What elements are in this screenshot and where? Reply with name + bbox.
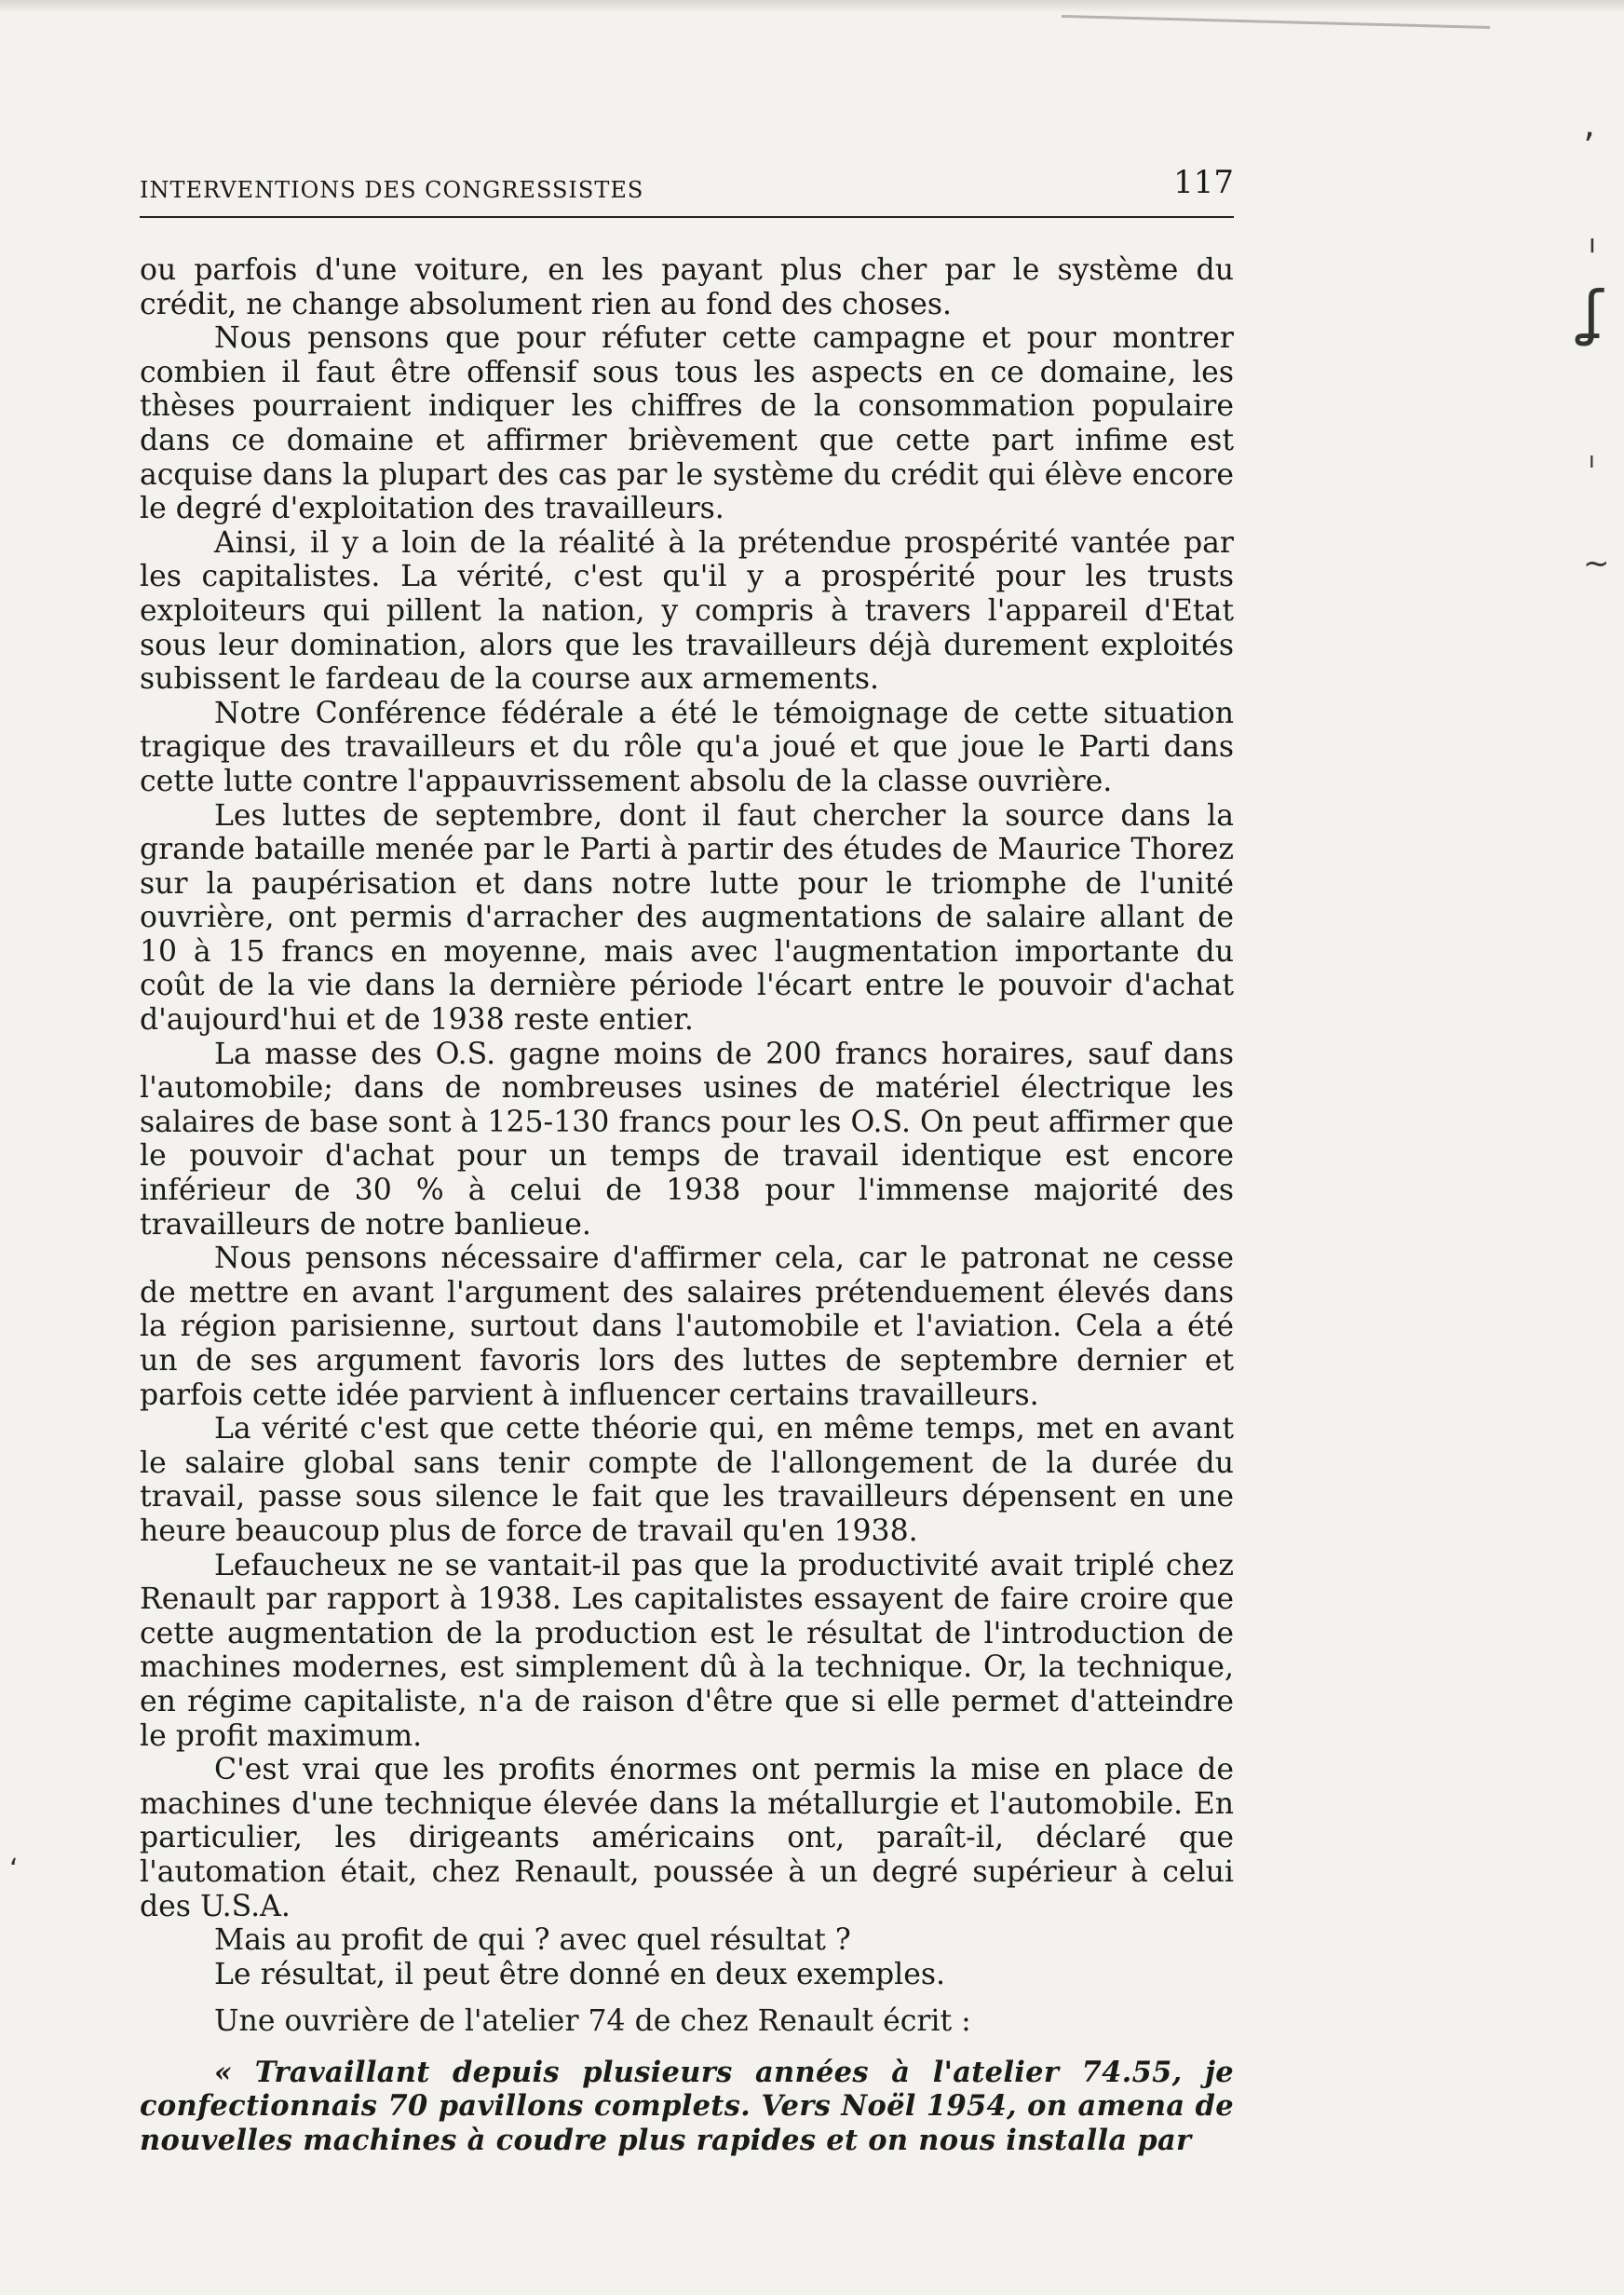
quotation: « Travaillant depuis plusieurs années à l'atelier 74.55, je confectionnais 70 pavillons complets. Vers Noël 1954, on amena de nouvelles machines à coudre plus rapides et on nous installa par [140, 2055, 1234, 2158]
margin-mark: ʻ [9, 1854, 19, 1886]
margin-mark: ı [1589, 228, 1596, 259]
paragraph: Nous pensons nécessaire d'affirmer cela, car le patronat ne cesse de mettre en avant l'argument des salaires prétenduement élevés dans la région parisienne, surtout dans l'automobile et l'aviation. Cela a été un de ses argument favoris lors des luttes de septembre dernier et parfois cette idée parvient à influencer certains travailleurs. [140, 1242, 1234, 1412]
paragraph: ou parfois d'une voiture, en les payant plus cher par le système du crédit, ne change absolument rien au fond des choses. [140, 253, 1234, 321]
paragraph: La vérité c'est que cette théorie qui, en même temps, met en avant le salaire global sans tenir compte de l'allongement de la durée du travail, passe sous silence le fait que les travailleurs dépensent en une heure beaucoup plus de force de travail qu'en 1938. [140, 1412, 1234, 1548]
margin-mark: ı [1589, 447, 1595, 473]
paragraph: Nous pensons que pour réfuter cette campagne et pour montrer combien il faut être offensif sous tous les aspects en ce domaine, les thèses pourraient indiquer les chiffres de la consommation populaire dans ce domaine et affirmer brièvement que cette part infime est acquise dans la plupart des cas par le système du crédit qui élève encore le degré d'exploitation des travailleurs. [140, 321, 1234, 526]
running-head: INTERVENTIONS DES CONGRESSISTES [140, 177, 644, 203]
paragraph: Le résultat, il peut être donné en deux exemples. [214, 1957, 946, 1991]
paragraph: Les luttes de septembre, dont il faut chercher la source dans la grande bataille menée par le Parti à partir des études de Maurice Thorez sur la paupérisation et dans notre lutte pour le triomphe de l'unité ouvrière, ont permis d'arracher des augmentations de salaire allant de 10 à 15 francs en moyenne, mais avec l'augmentation importante du coût de la vie dans la dernière période l'écart entre le pouvoir d'achat d'aujourd'hui et de 1938 reste entier. [140, 798, 1234, 1038]
page-number: 117 [1173, 164, 1234, 201]
scan-streak [1062, 15, 1490, 29]
paragraph: Notre Conférence fédérale a été le témoignage de cette situation tragique des travailleurs et du rôle qu'a joué et que joue le Parti dans cette lutte contre l'appauvrissement absolu de la classe ouvrière. [140, 696, 1234, 798]
body-text [140, 253, 1234, 2158]
paragraph: Lefaucheux ne se vantait-il pas que la productivité avait triplé chez Renault par rapport à 1938. Les capitalistes essayent de faire croire que cette augmentation de la production est le résultat de l'introduction de machines modernes, est simplement dû à la technique. Or, la technique, en régime capitaliste, n'a de raison d'être que si elle permet d'atteindre le profit maximum. [140, 1548, 1234, 1753]
paragraph: Une ouvrière de l'atelier 74 de chez Renault écrit : [214, 2004, 971, 2039]
scan-top-edge [0, 0, 1624, 13]
page-header [140, 151, 1234, 218]
margin-mark: ʼ [1583, 126, 1595, 169]
margin-mark: ʆ [1583, 279, 1604, 348]
paragraph: Ainsi, il y a loin de la réalité à la prétendue prospérité vantée par les capitalistes. La vérité, c'est qu'il y a prospérité pour les trusts exploiteurs qui pillent la nation, y compris à travers l'appareil d'Etat sous leur domination, alors que les travailleurs déjà durement exploités subissent le fardeau de la course aux armements. [140, 525, 1234, 697]
margin-mark: ~ [1583, 545, 1610, 582]
paragraph: La masse des O.S. gagne moins de 200 francs horaires, sauf dans l'automobile; dans de nombreuses usines de matériel électrique les salaires de base sont à 125-130 francs pour les O.S. On peut affirmer que le pouvoir d'achat pour un temps de travail identique est encore inférieur de 30 % à celui de 1938 pour l'immense majorité des travailleurs de notre banlieue. [140, 1037, 1234, 1242]
paragraph: C'est vrai que les profits énormes ont permis la mise en place de machines d'une technique élevée dans la métallurgie et l'automobile. En particulier, les dirigeants américains ont, paraît-il, déclaré que l'automation était, chez Renault, poussée à un degré supérieur à celui des U.S.A. [140, 1753, 1234, 1923]
paragraph: Mais au profit de qui ? avec quel résultat ? [214, 1923, 851, 1958]
